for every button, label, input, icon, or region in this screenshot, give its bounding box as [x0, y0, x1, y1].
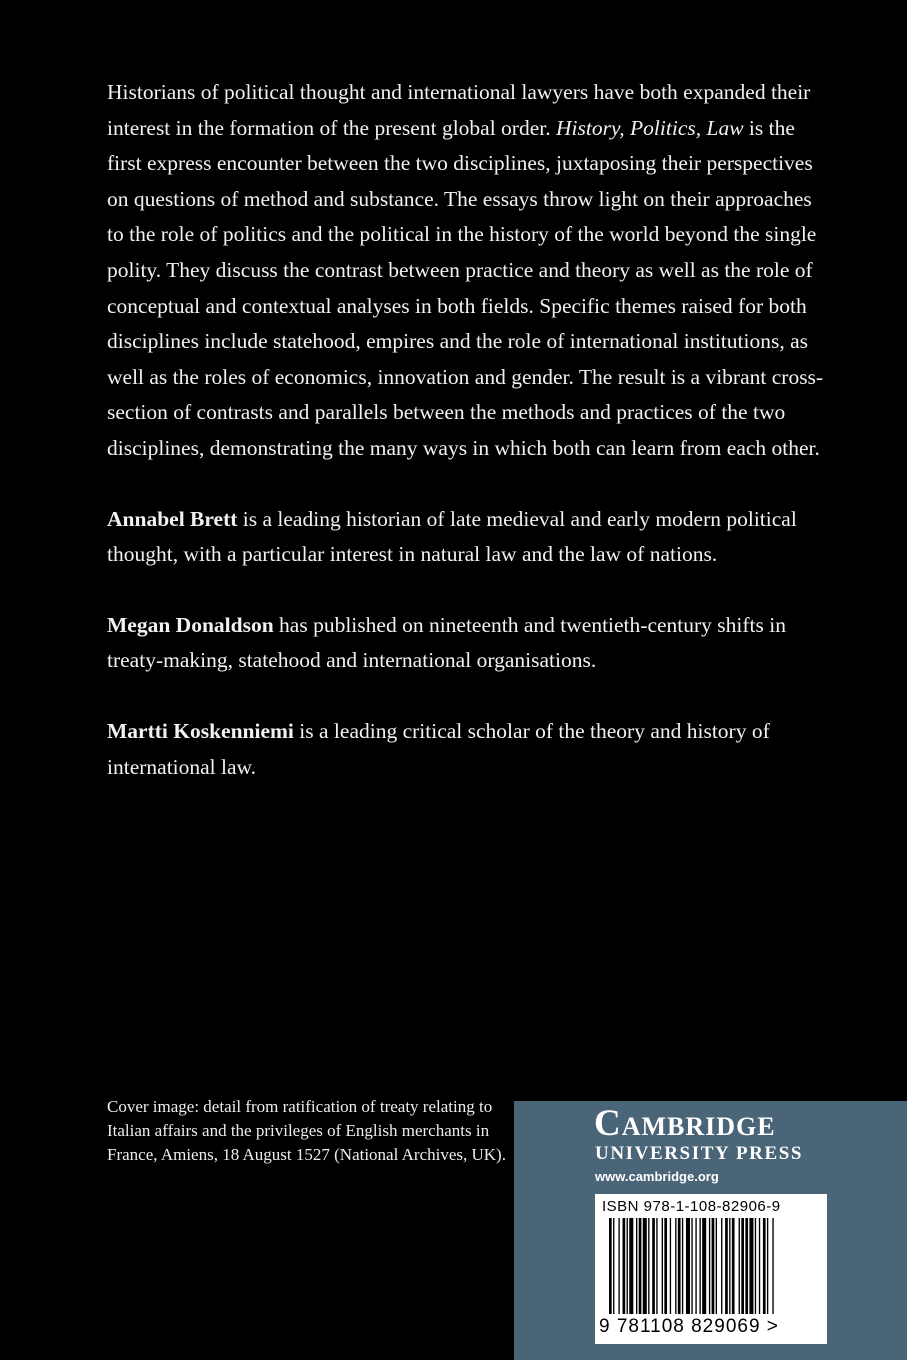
author-bio-text: has published on nineteenth and twentieth-century shifts in treaty-making, statehood and international organisations. [107, 612, 786, 673]
cover-image-credit: Cover image: detail from ratification of treaty relating to Italian affairs and the privileges of English merchants in France, Amiens, 18 August 1527 (National Archives, UK). [107, 1097, 506, 1164]
publisher-url: www.cambridge.org [595, 1169, 719, 1184]
barcode-bar [648, 1218, 649, 1314]
barcode [595, 1194, 827, 1344]
barcode-bar [691, 1218, 692, 1314]
barcode-bar [721, 1218, 722, 1314]
barcode-bar [613, 1218, 614, 1314]
barcode-bar [618, 1218, 619, 1314]
barcode-bar [749, 1218, 753, 1314]
publisher-panel [514, 1101, 907, 1360]
barcode-bar [729, 1218, 730, 1314]
barcode-bar [702, 1218, 706, 1314]
barcode-bar [739, 1218, 740, 1314]
barcode-bar [670, 1218, 671, 1314]
barcode-bar [662, 1218, 663, 1314]
barcode-bar [629, 1218, 633, 1314]
barcode-bar [686, 1218, 690, 1314]
author-bio-3 [107, 714, 827, 785]
barcode-bar [664, 1218, 667, 1314]
publisher-subtitle: UNIVERSITY PRESS [595, 1143, 804, 1164]
barcode-bar [755, 1218, 756, 1314]
barcode-bar [636, 1218, 637, 1314]
author-name: Martti Koskenniemi [107, 718, 294, 743]
barcode-bar [678, 1218, 681, 1314]
book-title-italic: History, Politics, Law [555, 115, 744, 140]
barcode-bar [725, 1218, 728, 1314]
barcode-bar [745, 1218, 748, 1314]
barcode-bar [699, 1218, 700, 1314]
barcode-bar [609, 1218, 612, 1314]
barcode-bar [675, 1218, 676, 1314]
author-bio-2 [107, 608, 827, 679]
barcode-bars [601, 1218, 821, 1318]
barcode-bar [772, 1218, 773, 1314]
author-name: Annabel Brett [107, 506, 238, 531]
author-bio-1 [107, 502, 827, 573]
description-paragraph [107, 75, 827, 467]
barcode-bar [732, 1218, 735, 1314]
author-name: Megan Donaldson [107, 612, 274, 637]
barcode-bar [695, 1218, 696, 1314]
description-text-end: is the first express encounter between the two disciplines, juxtaposing their perspectives on questions of method and substance. The essays throw light on their approaches to the role of politics and the political in the history of the world beyond the single polity. They discuss the contrast between practice and theory as well as the role of conceptual and contextual analyses in both fields. Specific themes raised for both disciplines include statehood, empires and the role of international institutions, as well as the roles of economics, innovation and gender. The result is a vibrant cross-section of contrasts and parallels between the methods and practices of the two disciplines, demonstrating the many ways in which both can learn from each other. [107, 115, 824, 460]
barcode-bar [712, 1218, 715, 1314]
isbn-label: ISBN 978-1-108-82906-9 [602, 1198, 781, 1215]
description-text-start: Historians of political thought and international lawyers have both expanded their interest in the formation of the present global order. [107, 80, 811, 140]
author-bio-text: is a leading historian of late medieval and early modern political thought, with a particular interest in natural law and the law of nations. [107, 506, 797, 567]
barcode-bar [652, 1218, 655, 1314]
barcode-bar [627, 1218, 628, 1314]
barcode-bar [682, 1218, 683, 1314]
blurb [107, 75, 827, 785]
barcode-bar [716, 1218, 717, 1314]
barcode-bar [643, 1218, 647, 1314]
barcode-bar [759, 1218, 760, 1314]
barcode-bar [623, 1218, 626, 1314]
barcode-bar [709, 1218, 710, 1314]
author-bio-text: is a leading critical scholar of the theory and history of international law. [107, 718, 770, 779]
publisher-logo-text: Cambridge [594, 1103, 776, 1144]
barcode-bar [767, 1218, 768, 1314]
barcode-bar [656, 1218, 657, 1314]
barcode-digits: 9 781108 829069 > [599, 1316, 779, 1337]
barcode-bar [639, 1218, 642, 1314]
barcode-bar [763, 1218, 766, 1314]
barcode-bar [741, 1218, 744, 1314]
